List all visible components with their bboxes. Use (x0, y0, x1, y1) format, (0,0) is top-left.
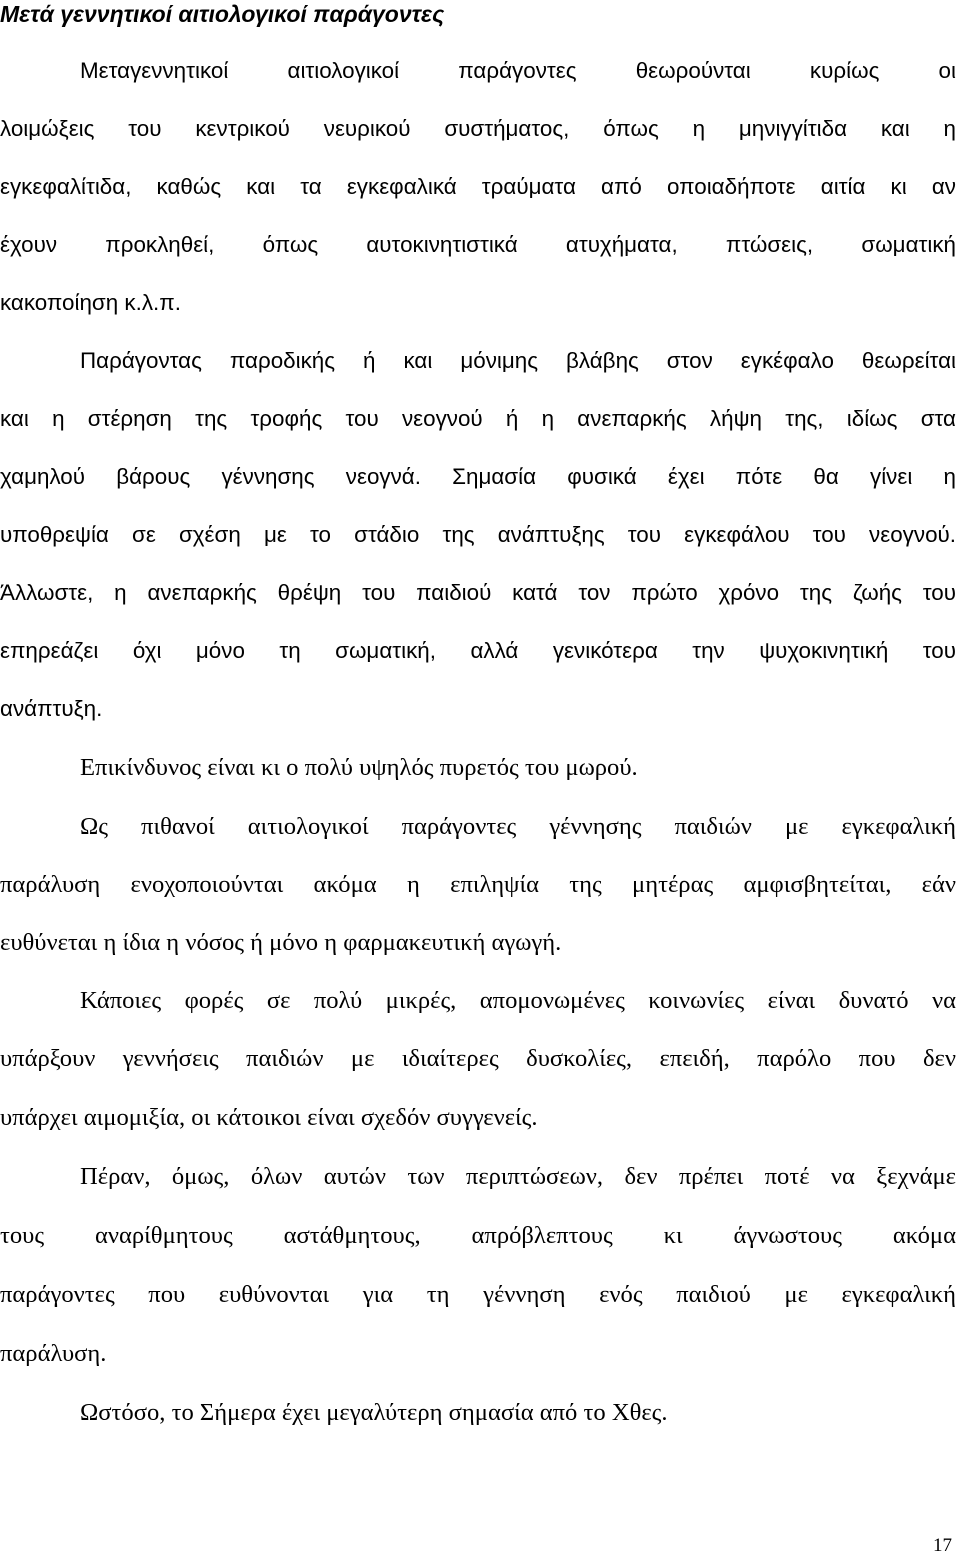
paragraph-line: Άλλωστε, η ανεπαρκής θρέψη του παιδιού κατά τον πρώτο χρόνο της ζωής του (0, 580, 956, 605)
paragraph-line: έχουν προκληθεί, όπως αυτοκινητιστικά ατυχήματα, πτώσεις, σωματική (0, 232, 956, 257)
paragraph-line: παράγοντες που ευθύνονται για τη γέννηση ενός παιδιού με εγκεφαλική (0, 1281, 956, 1308)
paragraph-line: Παράγοντας παροδικής ή και μόνιμης βλάβης στον εγκέφαλο θεωρείται (80, 348, 956, 373)
paragraph-line: υποθρεψία σε σχέση με το στάδιο της ανάπτυξης του εγκεφάλου του νεογνού. (0, 522, 956, 547)
paragraph-line: ευθύνεται η ίδια η νόσος ή μόνο η φαρμακευτική αγωγή. (0, 929, 562, 956)
paragraph-line: υπάρχει αιμομιξία, οι κάτοικοι είναι σχεδόν συγγενείς. (0, 1104, 538, 1131)
paragraph-line: Μεταγεννητικοί αιτιολογικοί παράγοντες θεωρούνται κυρίως οι (80, 58, 956, 83)
paragraph-line: παράλυση ενοχοποιούνται ακόμα η επιληψία της μητέρας αμφισβητείται, εάν (0, 871, 956, 898)
paragraph-line: ανάπτυξη. (0, 696, 103, 721)
paragraph-line: Ως πιθανοί αιτιολογικοί παράγοντες γέννησης παιδιών με εγκεφαλική (80, 813, 956, 840)
page-number: 17 (933, 1535, 952, 1556)
paragraph-line: παράλυση. (0, 1340, 107, 1367)
section-heading: Μετά γεννητικοί αιτιολογικοί παράγοντες (0, 1, 445, 27)
paragraph-line: λοιμώξεις του κεντρικού νευρικού συστήματος, όπως η μηνιγγίτιδα και η (0, 116, 956, 141)
paragraph-line: Ωστόσο, το Σήμερα έχει μεγαλύτερη σημασία από το Χθες. (80, 1399, 668, 1426)
paragraph-line: Επικίνδυνος είναι κι ο πολύ υψηλός πυρετός του μωρού. (80, 754, 638, 781)
paragraph-line: κακοποίηση κ.λ.π. (0, 290, 181, 315)
paragraph-line: επηρεάζει όχι μόνο τη σωματική, αλλά γενικότερα την ψυχοκινητική του (0, 638, 956, 663)
paragraph-line: Κάποιες φορές σε πολύ μικρές, απομονωμένες κοινωνίες είναι δυνατό να (80, 987, 956, 1014)
paragraph-line: χαμηλού βάρους γέννησης νεογνά. Σημασία φυσικά έχει πότε θα γίνει η (0, 464, 956, 489)
paragraph-line: τους αναρίθμητους αστάθμητους, απρόβλεπτους κι άγνωστους ακόμα (0, 1222, 956, 1249)
paragraph-line: και η στέρηση της τροφής του νεογνού ή η ανεπαρκής λήψη της, ιδίως στα (0, 406, 956, 431)
paragraph-line: Πέραν, όμως, όλων αυτών των περιπτώσεων, δεν πρέπει ποτέ να ξεχνάμε (80, 1163, 956, 1190)
paragraph-line: υπάρξουν γεννήσεις παιδιών με ιδιαίτερες δυσκολίες, επειδή, παρόλο που δεν (0, 1045, 956, 1072)
paragraph-line: εγκεφαλίτιδα, καθώς και τα εγκεφαλικά τραύματα από οποιαδήποτε αιτία κι αν (0, 174, 956, 199)
